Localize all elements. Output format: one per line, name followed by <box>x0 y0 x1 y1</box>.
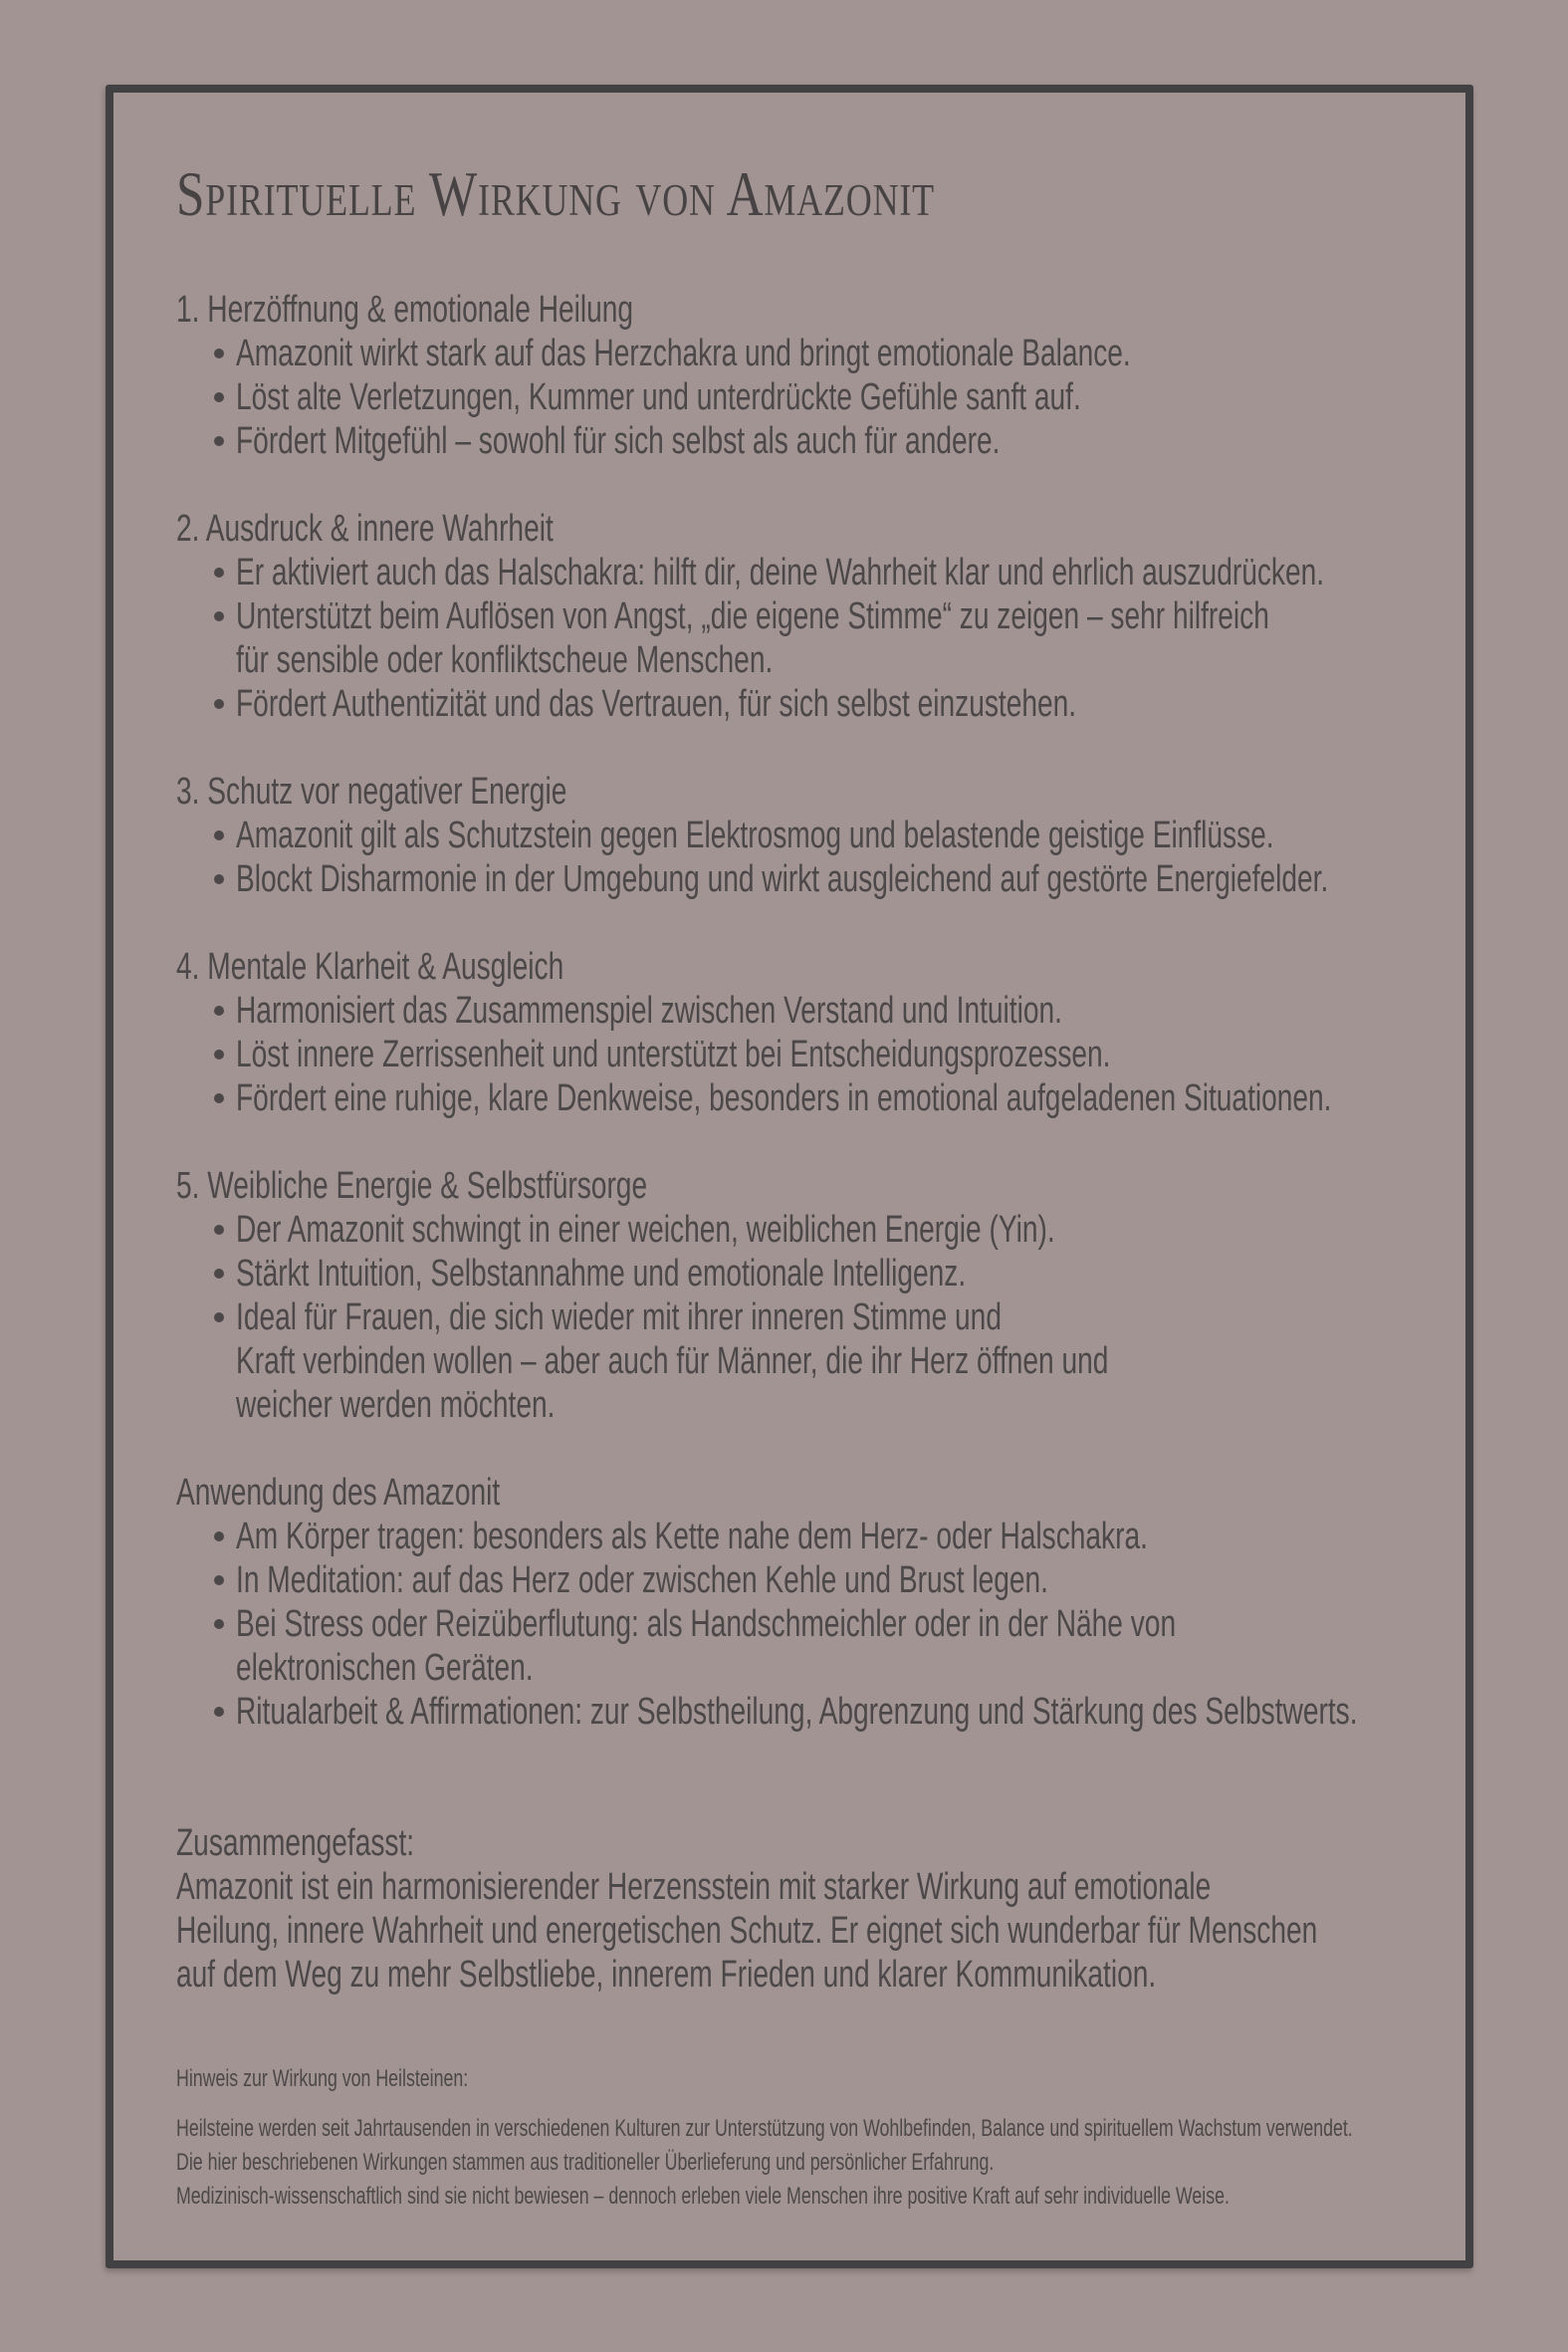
bullet-dot-icon <box>214 1093 224 1103</box>
page-title: Spirituelle Wirkung von Amazonit <box>176 158 935 229</box>
list-item: Ritualarbeit & Affirmationen: zur Selbstheilung, Abgrenzung und Stärkung des Selbstwerts. <box>176 1690 1456 1734</box>
section-herzoeffnung <box>176 288 1456 463</box>
bullet-dot-icon <box>214 1050 224 1059</box>
list-item-continuation: Kraft verbinden wollen – aber auch für Männer, die ihr Herz öffnen und <box>236 1340 1109 1382</box>
section-heading: Anwendung des Amazonit <box>176 1472 501 1514</box>
summary-heading: Zusammengefasst: <box>176 1822 415 1864</box>
bullet-dot-icon <box>214 830 224 840</box>
list-item: In Meditation: auf das Herz oder zwischen Kehle und Brust legen. <box>176 1558 1456 1602</box>
document-content <box>176 93 1456 2214</box>
bullet-dot-icon <box>214 1707 224 1717</box>
list-item: Er aktiviert auch das Halschakra: hilft dir, deine Wahrheit klar und ehrlich auszudrücken. <box>176 551 1456 594</box>
section-schutz <box>176 770 1456 901</box>
bullet-dot-icon <box>214 349 224 358</box>
footnote-heading: Hinweis zur Wirkung von Heilsteinen: <box>176 2065 469 2092</box>
bullet-dot-icon <box>214 568 224 578</box>
section-heading: 2. Ausdruck & innere Wahrheit <box>176 508 554 550</box>
list-item: Harmonisiert das Zusammenspiel zwischen Verstand und Intuition. <box>176 989 1456 1033</box>
footnote-line: Heilsteine werden seit Jahrtausenden in verschiedenen Kulturen zur Unterstützung von Wohlbefinden, Balance und spirituellem Wachstum verwendet. <box>176 2115 1353 2142</box>
list-item: Löst innere Zerrissenheit und unterstützt bei Entscheidungsprozessen. <box>176 1033 1456 1076</box>
section-heading: 5. Weibliche Energie & Selbstfürsorge <box>176 1165 648 1207</box>
footnote-line: Medizinisch-wissenschaftlich sind sie nicht bewiesen – dennoch erleben viele Menschen ihre positive Kraft auf sehr individuelle Weise. <box>176 2183 1230 2210</box>
bullet-dot-icon <box>214 874 224 884</box>
summary-line: auf dem Weg zu mehr Selbstliebe, innerem Frieden und klarer Kommunikation. <box>176 1954 1157 1996</box>
list-item: Fördert Authentizität und das Vertrauen, für sich selbst einzustehen. <box>176 682 1456 726</box>
list-item: Bei Stress oder Reizüberflutung: als Handschmeichler oder in der Nähe von <box>176 1602 1456 1646</box>
section-ausdruck <box>176 507 1456 726</box>
bullet-dot-icon <box>214 1312 224 1322</box>
document-frame <box>106 85 1473 2268</box>
footnote-body <box>176 2112 1456 2214</box>
bullet-dot-icon <box>214 1619 224 1629</box>
bullet-dot-icon <box>214 1531 224 1541</box>
section-heading: 1. Herzöffnung & emotionale Heilung <box>176 289 634 331</box>
list-item: Der Amazonit schwingt in einer weichen, weiblichen Energie (Yin). <box>176 1208 1456 1252</box>
summary-line: Amazonit ist ein harmonisierender Herzensstein mit starker Wirkung auf emotionale <box>176 1866 1212 1908</box>
list-item: Unterstützt beim Auflösen von Angst, „die eigene Stimme“ zu zeigen – sehr hilfreich <box>176 594 1456 638</box>
bullet-dot-icon <box>214 1225 224 1235</box>
bullet-dot-icon <box>214 1006 224 1016</box>
section-heading: 4. Mentale Klarheit & Ausgleich <box>176 946 564 988</box>
bullet-dot-icon <box>214 392 224 402</box>
list-item: Löst alte Verletzungen, Kummer und unterdrückte Gefühle sanft auf. <box>176 375 1456 419</box>
footnote-line: Die hier beschriebenen Wirkungen stammen aus traditioneller Überlieferung und persönlicher Erfahrung. <box>176 2149 995 2176</box>
summary-block <box>176 1821 1456 1997</box>
bullet-dot-icon <box>214 611 224 621</box>
section-anwendung <box>176 1471 1456 1734</box>
list-item: Amazonit gilt als Schutzstein gegen Elektrosmog und belastende geistige Einflüsse. <box>176 814 1456 857</box>
bullet-dot-icon <box>214 436 224 446</box>
list-item: Am Körper tragen: besonders als Kette nahe dem Herz- oder Halschakra. <box>176 1515 1456 1558</box>
section-heading: 3. Schutz vor negativer Energie <box>176 771 567 813</box>
bullet-dot-icon <box>214 1575 224 1585</box>
summary-line: Heilung, innere Wahrheit und energetischen Schutz. Er eignet sich wunderbar für Menschen <box>176 1910 1318 1952</box>
bullet-dot-icon <box>214 1269 224 1279</box>
list-item: Blockt Disharmonie in der Umgebung und wirkt ausgleichend auf gestörte Energiefelder. <box>176 857 1456 901</box>
section-weibliche-energie <box>176 1164 1456 1427</box>
section-klarheit <box>176 945 1456 1120</box>
bullet-dot-icon <box>214 699 224 709</box>
list-item-continuation: elektronischen Geräten. <box>236 1647 534 1689</box>
list-item: Ideal für Frauen, die sich wieder mit ihrer inneren Stimme und <box>176 1295 1456 1339</box>
list-item: Fördert eine ruhige, klare Denkweise, besonders in emotional aufgeladenen Situationen. <box>176 1076 1456 1120</box>
footnote-block <box>176 2062 1456 2214</box>
list-item: Amazonit wirkt stark auf das Herzchakra und bringt emotionale Balance. <box>176 332 1456 375</box>
list-item-continuation: für sensible oder konfliktscheue Menschen. <box>236 639 774 681</box>
list-item: Stärkt Intuition, Selbstannahme und emotionale Intelligenz. <box>176 1252 1456 1295</box>
list-item: Fördert Mitgefühl – sowohl für sich selbst als auch für andere. <box>176 419 1456 463</box>
list-item-continuation: weicher werden möchten. <box>236 1384 556 1426</box>
